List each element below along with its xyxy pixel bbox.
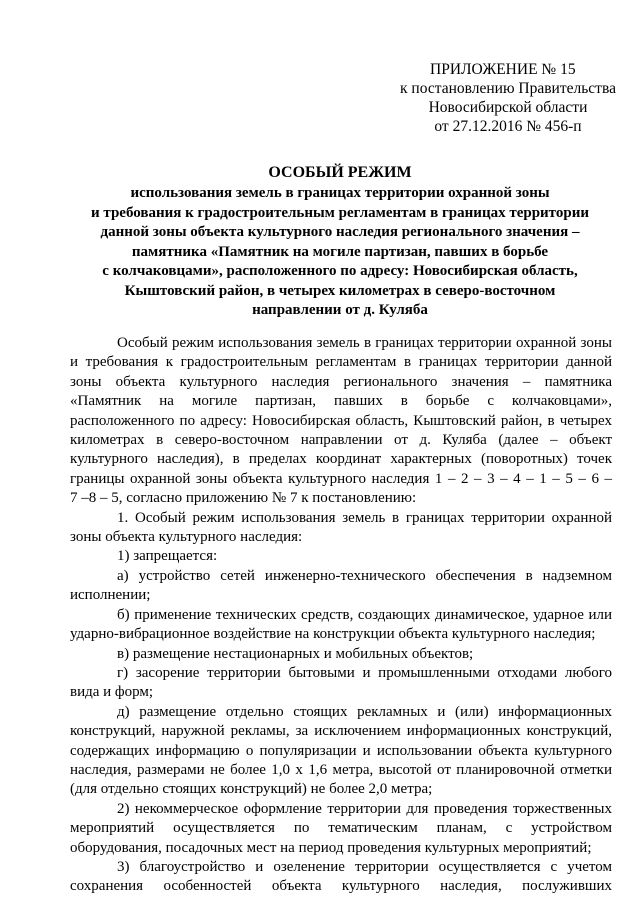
body-line: сохранения особенностей объекта культурного наследия, послуживших: [70, 878, 612, 895]
body-line: оборудования, посадочных мест на период проведения культурных мероприятий;: [70, 839, 592, 856]
body-line: расположенного по адресу: Новосибирская область, Кыштовский район, в четырех: [70, 412, 612, 429]
title-line: памятника «Памятник на могиле партизан, павших в борьбе: [131, 243, 549, 260]
body-line: конструкций, наружной рекламы, за исключением информационных конструкций,: [70, 723, 612, 740]
title-main: ОСОБЫЙ РЕЖИМ: [268, 164, 412, 181]
body-line: «Памятник на могиле партизан, павших в борьбе с колчаковцами»,: [70, 393, 612, 410]
title-line: данной зоны объекта культурного наследия регионального значения –: [100, 224, 580, 240]
appendix-date: от 27.12.2016 № 456-п: [434, 118, 582, 135]
body-line: б) применение технических средств, создающих динамическое, ударное или: [117, 606, 612, 623]
title-subtitle: [70, 184, 610, 321]
body-line: километрах в северо-восточном направлении от д. Куляба (далее – объект: [70, 432, 612, 449]
body-line: а) устройство сетей инженерно-технического обеспечения в надземном: [117, 567, 612, 584]
title-line: Кыштовский район, в четырех километрах в северо-восточном: [124, 282, 556, 299]
appendix-reference: к постановлению Правительства: [400, 80, 616, 97]
title-line: использования земель в границах территории охранной зоны: [130, 185, 550, 201]
document-body: [70, 334, 612, 897]
body-line: г) засорение территории бытовыми и промышленными отходами любого: [117, 664, 612, 681]
body-line: (для отдельно стоящих конструкций) не более 2,0 метра;: [70, 781, 433, 798]
body-line: исполнении;: [70, 587, 151, 604]
body-line: культурного наследия), в пределах координат характерных (поворотных) точек: [70, 451, 612, 468]
appendix-header: [398, 60, 618, 136]
document-title: [70, 163, 610, 321]
appendix-number: ПРИЛОЖЕНИЕ № 15: [430, 61, 576, 78]
body-line: и требования к градостроительным регламентам в границах территории данной: [70, 354, 612, 371]
body-line: зоны объекта культурного наследия регионального значения – памятника: [70, 373, 612, 390]
body-line: Особый режим использования земель в границах территории охранной зоны: [117, 335, 612, 351]
title-line: с колчаковцами», расположенного по адресу: Новосибирская область,: [102, 263, 578, 279]
title-line: и требования к градостроительным регламентам в границах территории: [91, 204, 589, 221]
body-line: 1. Особый режим использования земель в границах территории охранной: [117, 509, 612, 526]
body-line: 7 –8 – 5, согласно приложению № 7 к постановлению:: [70, 490, 417, 507]
body-line: 2) некоммерческое оформление территории для проведения торжественных: [117, 800, 612, 817]
body-line: ударно-вибрационное воздействие на конструкции объекта культурного наследия;: [70, 626, 596, 643]
body-line: наследия, размерами не более 1,0 х 1,6 метра, высотой от планировочной отметки: [70, 761, 612, 778]
body-line: вида и форм;: [70, 684, 154, 701]
body-line: зоны объекта культурного наследия:: [70, 529, 303, 546]
body-line: мероприятий осуществляется по тематическим планам, с устройством: [70, 820, 612, 837]
body-line: д) размещение отдельно стоящих рекламных и (или) информационных: [117, 703, 612, 720]
appendix-region: Новосибирской области: [428, 99, 588, 116]
title-line: направлении от д. Куляба: [252, 302, 428, 318]
body-line: содержащих информацию о популяризации и использовании объекта культурного: [70, 742, 612, 759]
body-line: границы охранной зоны объекта культурного наследия 1 – 2 – 3 – 4 – 1 – 5 – 6 –: [70, 470, 612, 487]
body-line: в) размещение нестационарных и мобильных объектов;: [117, 645, 474, 662]
body-line: 1) запрещается:: [117, 548, 218, 565]
body-line: 3) благоустройство и озеленение территории осуществляется с учетом: [117, 858, 612, 875]
